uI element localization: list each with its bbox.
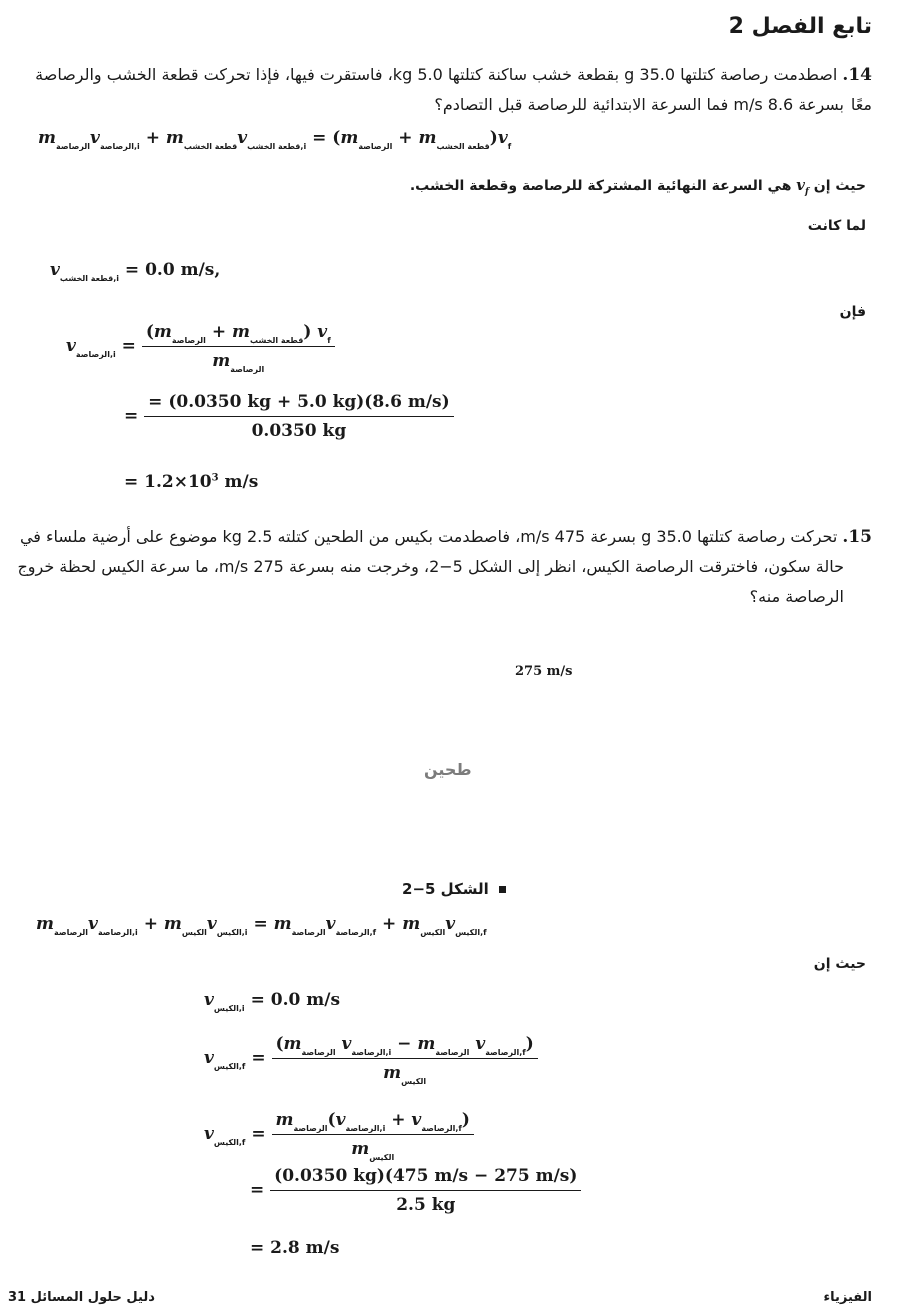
q14-substituted-values: = $\frac{= (0.0350 kg + 5.0 kg)(8.6 m/s)}{0.0350 kg}$ [124,392,454,441]
q14-since-label: لما كانت [807,218,866,234]
question-15-line-3: الرصاصة منه؟ [749,587,844,606]
question-15-text-1: تحركت رصاصة كتلتها 35.0 g بسرعة 475 m/s، فاصطدمت بكيس من الطحين كتلته 2.5 kg موضوع على أرضية ملساء في [19,527,838,546]
question-15-number: 15. [842,527,872,547]
question-15-line-1 [2,522,872,552]
q15-initial-bag-velocity: $v_{الكيس,i} = 0.0$ m/s [204,990,341,1013]
q14-result: = $1.2\times 10^3$ m/s [124,472,259,492]
figure-caption: الشكل 5−2 [402,880,506,898]
q14-momentum-equation: $m_{الرصاصة}v_{الرصاصة,i} + m_{قطعة الخشب}v_{قطعة الخشب,i} = (m_{الرصاصة} + m_{قطعة الخشب})v_f$ [38,128,512,151]
chapter-title: تابع الفصل 2 [728,14,872,39]
footer-subject: الفيزياء [823,1290,872,1305]
q15-solved-expression-2: $v_{الكيس,f}$ = $\frac{m_{الرصاصة}(v_{الرصاصة,i} + v_{الرصاصة,f})}{m_{الكيس}}$ [204,1110,474,1159]
caption-bullet-icon [499,886,506,893]
figure-speed-label: 275 m/s [515,664,573,679]
q15-substituted-values: = $\frac{(0.0350 kg)(475 m/s - 275 m/s)}{2.5 kg}$ [250,1166,581,1215]
q15-result: = 2.8 m/s [250,1238,340,1258]
q15-where-label: حيث إن [813,956,866,972]
q15-momentum-equation: $m_{الرصاصة}v_{الرصاصة,i} + m_{الكيس}v_{الكيس,i} = m_{الرصاصة}v_{الرصاصة,f} + m_{الكيس}v_{الكيس,f}$ [36,914,487,937]
question-14-number: 14. [842,65,872,85]
q14-where-note: حيث إن $v_f$ هي السرعة النهائية المشتركة للرصاصة وقطعة الخشب. [409,176,866,197]
q14-then-label: فإن [839,304,866,320]
q15-solved-expression-1: $v_{الكيس,f}$ = $\frac{(m_{الرصاصة} v_{الرصاصة,i} - m_{الرصاصة} v_{الرصاصة,f})}{m_{الكيس}}$ [204,1034,538,1083]
question-15-line-2: حالة سكون، فاخترقت الرصاصة الكيس، انظر إلى الشكل 5−2، وخرجت منه بسرعة 275 m/s، ما سرعة الكيس لحظة خروج [17,557,844,576]
q14-solved-expression: $v_{الرصاصة,i}$ = $\frac{(m_{الرصاصة} + m_{قطعة الخشب}) v_f}{m_{الرصاصة}}$ [66,322,335,371]
figure-flour-sack-label: طحين [424,760,472,779]
q14-initial-wood-velocity: $v_{قطعة الخشب,i} = 0.0$ m/s, [50,260,221,283]
question-14-line-2: بسرعة 8.6 m/s فما السرعة الابتدائية للرصاصة قبل التصادم؟ [434,95,844,114]
figure-5-2 [20,600,880,870]
footer-solutions-guide: دليل حلول المسائل 31 [8,1290,155,1305]
question-14-text-1: اصطدمت رصاصة كتلتها 35.0 g بقطعة خشب ساكنة كتلتها 5.0 kg، فاستقرت فيها، فإذا تحركت قطعة الخشب والرصاصة معًا [35,65,872,114]
